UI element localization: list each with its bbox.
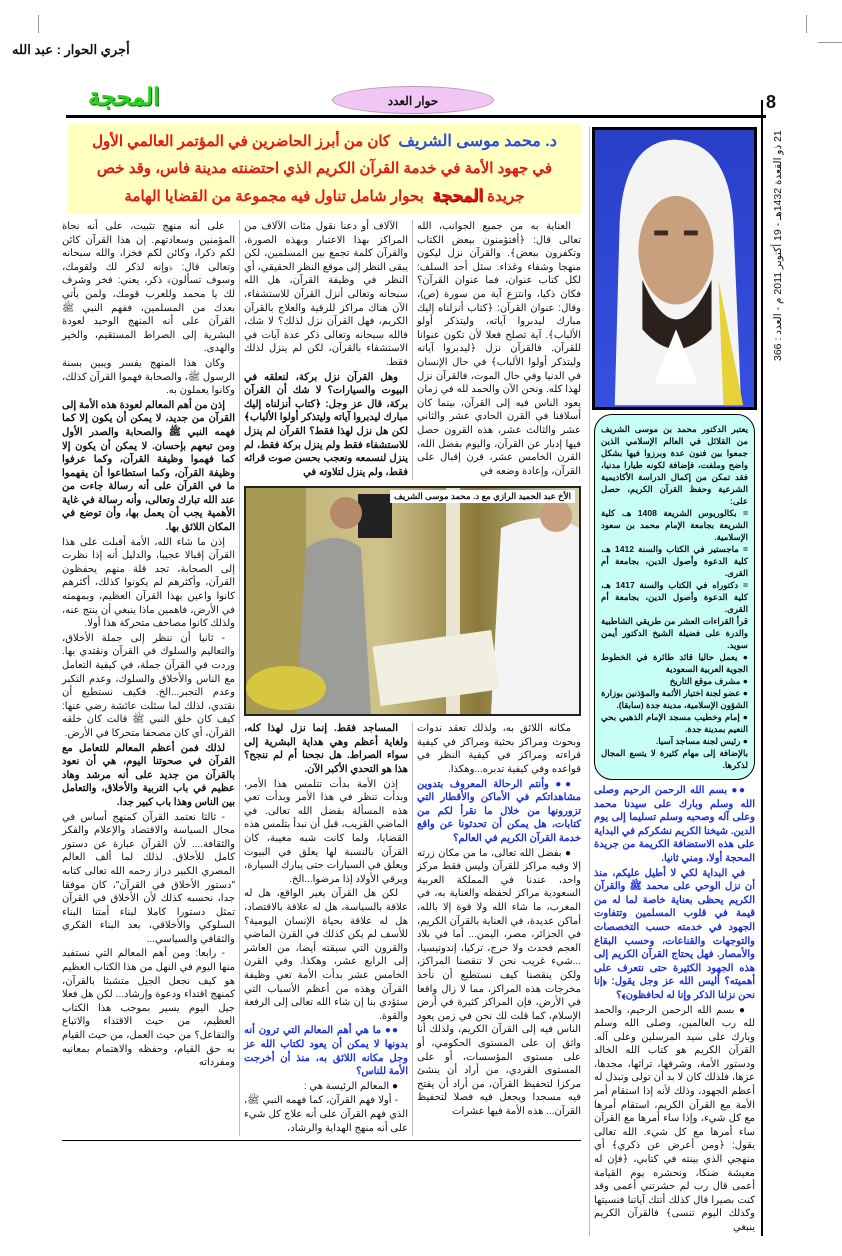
newspaper-name: المحجة	[432, 186, 483, 205]
article-paragraph: العناية به من جميع الجوانب، الله تعالى قال: ﴿أفتؤمنون ببعض الكتاب وتكفرون ببعض﴾. والقرآن نزل ليكون منهجا وشفاء وغذاء. سئل أحد السلف: لكل كتاب عنوان، فما عنوان القرآن؟ فكان ذكيا، وانتزع آية من سورة (ص)، وقال: عنوان القرآن: ﴿كتاب أنزلناه إليك مبارك ليدبروا آياته، وليتذكر أولو الألباب﴾. آية تصلح فعلا لأن تكون عنوانا للقرآن. فالقرآن نزل ﴿ليدبروا آياته وليتذكر أولوا الألباب﴾ في حال الإنسان في الدنيا وفي حال الموت، فالقرآن نزل لهذا كله. ونحن الآن والحمد لله في زمان يعود الناس فيه إلى القرآن، بينما كان أسلافنا في القرن الحادي عشر والثاني عشر والثالث عشر، هذه القرون حصل فيها إدبار عن القرآن، واليوم بفضل الله، القرن الخامس عشر، قرن إقبال على القرآن، وإعادة وضعه في	[417, 221, 581, 477]
sidebar-profile	[589, 127, 757, 1236]
bio-role: ● مشرف موقع التاريخ	[669, 676, 748, 686]
interview-question: ●● وأنتم الرحالة المعروف بتدوين مشاهداتكم في الأماكن والأقطار التي تزورونها من خلال ما نقرأ لكم من كتابات، هل يمكن أن تحدثونا عن واقع خدمة القرآن الكريم في العالم؟	[417, 778, 581, 845]
columns-pair	[244, 220, 581, 480]
article-column	[412, 220, 581, 480]
headline-line-2: في جهود الأمة في خدمة القرآن الكريم الذي احتضنته مدينة فاس، وقد خص	[96, 160, 553, 177]
section-label: حوار العدد	[332, 86, 494, 114]
bio-text: يعتبر الدكتور محمد بن موسى الشريف من القلائل في العالم الإسلامي الذين جمعوا بين فنون عدة وبرزوا فيها بشكل واضح وملفت، فإضافة لكونه طيارا مدنيا، فقد تمكن من إكمال الدراسة الأكاديمية الشرعية وحفظ القرآن الكريم، حصل على:	[601, 424, 748, 506]
interview-question: ●● بسم الله الرحمن الرحيم وصلى الله وسلم وبارك على سيدنا محمد وعلى آله وصحبه وسلم تسليما إلى يوم الدين. شيخنا الكريم نشكركم في البداية على هذه الاستضافة الكريمة من جريدة المحجة أولا، ومني ثانيا.	[594, 785, 755, 864]
article-paragraph: ● المعالم الرئيسة هي :	[303, 1080, 398, 1092]
crop-mark	[818, 42, 842, 43]
article-paragraph: على أنه منهج تثبيت، على أنه نجاة المؤمنين وسعادتهم. إن هذا القرآن كائن لكم ذكرا، وكائن لكم فخرا، والله سبحانه وتعالى قال: ﴿وإنه لذكر لك ولقومك، وسوف تسألون﴾ ذكر، يعني: فخر وشرف لك يا محمد وللعرب قومك، ولمن يأتي بعدك من المسلمين، ففهم النبي ﷺ القرآن على أنه المنهج الوحيد لعودة البشرية إلى الصراط المستقيم، والخير والهدى.	[62, 221, 235, 355]
article-paragraph: إذن الأمة بدأت تتلمس هذا الأمر، وبدأت تنظر في هذا الأمر وبدأت تعي هذه المسألة بفضل الله تعالى. في الماضي القريب، قبل أن نبدأ بتلمس هذه القضايا، ولما كانت شبه مغيبة، كان القرآن بالنسبة لها يعلق في البيوت ويعلق في السيارات حتى يبارك السيارة، ويرقي الأولاد إذا مرضوا...الخ.	[244, 778, 408, 885]
article-column	[592, 784, 757, 1235]
middle-columns	[240, 220, 581, 1136]
article-paragraph: الآلاف أو دعنا نقول مئات الآلاف من المراكز بهذا الاعتبار وبهذه الصورة، والقرآن كلمة تجمع بين المسلمين، لكن يبقى النظر إلى موقع النظر الحقيقي، أي النظر في وظيفة القرآن، هل الله سبحانه وتعالى أنزل القرآن للاستشفاء، الآن هناك مراكز للرقية والعلاج بالقرآن الكريم، فهل القرآن نزل لذلك؟ لا شك، فالله سبحانه وتعالى ذكر عدة آيات في الاستشفاء بالقرآن، لكن لم ينزل لذلك فقط.	[244, 221, 408, 368]
article-paragraph: وكان هذا المنهج يفسر ويبين بسنة الرسول ﷺ، والصحابة فهموا القرآن كذلك، وكانوا يعملون به.	[62, 357, 235, 397]
interviewee-portrait	[592, 127, 757, 410]
article-paragraph: - ثالثا نعتمد القرآن كمنهج أساس في مجال السياسة والاقتصاد والإعلام والفكر والثقافة.... لأن القرآن عبارة عن دستور كامل للأخلاق. لذلك لما ألف العالم المصري الكبير دراز رحمه الله تعالى كتابه "دستور الأخلاق في القرآن"، كان موفقا جدا، نحسبه كذلك لأن الأخلاق في القرآن تمثل دستورا كاملا لبناء أمتنا البناء السلوكي والأخلاقي، بعد البناء الفكري والثقافي والسياسي...	[62, 811, 235, 945]
interview-question: في البداية لكي لا أطيل عليكم، منذ أن نزل الوحي على محمد ﷺ والقرآن الكريم يحظى بعناية خاصة لما له من قيمة في قلوب المسلمين وتتفاوت الجهود في خدمته حسب التخصصات والتوجهات والقناعات، وحسب البقاع والأمصار. فهل يحتاج القرآن الكريم إلى هذه الجهود الكثيرة حتى نتعرف على أهميته؟ أليس الله عز وجل يقول: ﴿إنا نحن نزلنا الذكر وإنا له لحافظون﴾؟	[594, 867, 755, 1001]
article-paragraph: مكانه اللائق به، ولذلك تعقد ندوات وبحوث ومراكز بحثية ومراكز في كيفية قراءته ومراكز في كيفية النظر في قواعده وفي كيفية تدبره...وهكذا.	[417, 723, 581, 776]
headline-text: جريدة	[487, 188, 525, 205]
article-column	[62, 220, 240, 1136]
bio-text: قرأ القراءات العشر من طريقي الشاطبية والدرة على فضيلة الشيخ الدكتور أيمن سويد.	[601, 616, 748, 650]
article-paragraph: إذن من أهم المعالم لعودة هذه الأمة إلى القرآن من جديد، لا يمكن أن يكون إلا كما فهمه النبي ﷺ والصحابة والصدر الأول ومن تبعهم بإحسان. لا يمكن أن يكون إلا كما فهموا وظيفة القرآن، وكما عرفوا وظيفة القرآن، وكما استطاعوا أن يفهموا ما في القرآن على أنه رسالة جاءت من عند الله تبارك وتعالى، وأنه رسالة في غاية الأهمية يجب أن يعمل بها، وأن توضع في المكان اللائق بها.	[62, 399, 235, 534]
headline-line-3	[74, 182, 575, 210]
crop-mark	[38, 15, 39, 33]
article-paragraph: لكن هل القرآن يغير الواقع، هل له علاقة بالسياسة، هل له علاقة بالاقتصاد، هل له علاقة بحياة الإنسان اليومية؟ للأسف لم يكن كذلك في القرن الماضي والقرون التي سبقته أيضا، من العاشر إلى الرابع عشر، وهكذا. وفي القرن الخامس عشر بدأت الأمة تعي وظيفة القرآن وهذه من أعظم الأسباب التي ستؤدي بنا إن شاء الله تعالى إلى الرفعة والقوة.	[244, 888, 408, 1022]
columns-row	[62, 220, 581, 1136]
issue-date: 21 ذو القعدة 1432هـ - 19 أكتوبر 2011 م - العدد : 366	[772, 130, 784, 361]
headline-text: بحوار شامل تناول فيه مجموعة من القضايا الهامة	[124, 188, 424, 205]
interviewer-credit: أجري الحوار : عبد الله	[12, 42, 130, 57]
bio-role: ● عضو لجنة اختيار الأئمة والمؤذنين بوزارة الشؤون الإسلامية، مدينة جدة (سابقا).	[601, 688, 748, 710]
bio-degree: = بكالوريوس الشريعة 1408 هـ، كلية الشريعة بجامعة الإمام محمد بن سعود الإسلامية.	[601, 508, 748, 542]
article-paragraph: - رابعا: ومن أهم المعالم التي نستفيد منها اليوم في النهل من هذا الكتاب العظيم هو كيف نجعل الجيل متشبثا بالقرآن، كمنهج اقتداء ودعوة وإرشاد... لكن هل فعلا جيل اليوم يسير بموجب هذا الكتاب العظيم، من حيث الاقتداء والاتباع والتفاعل؟ من حيث العمل، من حيث القيام به حق القيام، وحفظه والاهتمام بمعانيه ومفرداته	[62, 948, 235, 1069]
bio-text: بالإضافة إلى مهام كثيرة لا يتسع المجال لذكرها.	[601, 748, 748, 770]
bio-role: ● إمام وخطيب مسجد الإمام الذهبي بحي النعيم بمدينة جدة.	[601, 712, 748, 734]
margin-rule	[761, 100, 763, 1236]
article-paragraph: ● بفضل الله تعالى، ما من مكان زرته إلا وفيه مراكز للقرآن وليس فقط مركز واحد، عندنا في المملكة العربية السعودية مراكز لحفظه والعناية به، في المغرب، ما شاء الله ولا قوة إلا بالله، أماكن عديدة، في العناية بالقرآن الكريم، في الجزائر، مصر، اليمن... أما في بلاد العجم فحدث ولا حرج، تركيا، إندونيسيا، ...شيء غريب نحن لا تنقصنا المراكز، ولكن ينقصنا كيف نستطيع أن نأخذ مخرجات هذه المراكز، مما لا زال واقعا في الأرض، فإن المراكز كثيرة في أرض الإسلام، كما قلت لك نحن في زمن يعود الناس فيه إلى القرآن الكريم، ولذلك أنا واثق إن على المستوى الحكومي، أو على مستوى المؤسسات، أو على المستوى الفردي، من أراد أن ينشئ مركزا لتحفيظ القرآن، من أراد أن يفتح فيه مسجدا ويجعل فيه فصلا لتحفيظ القرآن... هذه الأمة فيها عشرات	[417, 847, 581, 1117]
article-paragraph: المساجد فقط. إنما نزل لهذا كله، ولغاية أعظم وهي هداية البشرية إلى سواء الصراط. هل نجحنا أم لم ننجح؟ هذا هو التحدي الأكبر الآن.	[244, 723, 408, 776]
page-number: 8	[766, 92, 777, 112]
bio-degree: = دكتوراه في الكتاب والسنة 1417 هـ، كلية الدعوة وأصول الدين، بجامعة أم القرى.	[601, 580, 748, 614]
biography-box	[594, 414, 755, 780]
article-paragraph: وهل القرآن نزل بركة، لنعلقه في البيوت والسيارات؟ لا شك أن القرآن بركة، قال عز وجل: ﴿كتاب أنزلناه إليك مبارك ليدبروا آياته وليتذكر أولوا الألباب﴾ لكن هل نزل لهذا فقط؟ القرآن لم ينزل للاستشفاء فقط ولم ينزل بركة فقط، لم ينزل لنسمعه ونعجب بحسن صوت قرائه فقط، ولم ينزل لتلاوته في	[244, 371, 408, 478]
crop-mark	[806, 15, 807, 33]
interview-question: ●● ما هي أهم المعالم التي ترون أنه بدونها لا يمكن أن يعود لكتاب الله عز وجل مكانه اللائق به، منذ أن أخرجت الأمة للناس؟	[244, 1025, 408, 1078]
columns-pair	[244, 722, 581, 1136]
headline-text: كان من أبرز الحاضرين في المؤتمر العالمي الأول	[92, 133, 391, 150]
article-paragraph: - أولا فهم القرآن، كما فهمه النبي ﷺ، الذي فهم القرآن على أنه علاج كل شيء على أنه منهج الهداية والرشاد،	[244, 1095, 408, 1134]
footer-rule	[62, 1140, 581, 1141]
bio-role: ● يعمل حاليا قائد طائرة في الخطوط الجوية العربية السعودية	[601, 652, 748, 674]
article-paragraph: ● بسم الله الرحمن الرحيم، والحمد لله رب العالمين، وصلى الله وسلم وبارك على سيد المرسلين وعلى آله. القرآن الكريم هو كتاب الله الخالد ودستور الأمة، وشرفها، تراثها، مجدها، عزها، فلذلك كان لا بد أن تولى وتبذل له أعظم الجهود، وذلك لأنه إذا استقام أمر الأمة مع القرآن الكريم، استقام أمرها مع كل شيء، وإذا ساء أمرها مع القرآن ساء أمرها مع كل شيء. الله تعالى يقول: ﴿ومن أعرض عن ذكري﴾ أي منهجي الذي بينته في كتابي، ﴿فإن له معيشة ضنكا، ونحشره يوم القيامة أعمى قال رب لم حشرتني أعمى وقد كنت بصيرا قال كذلك أتتك آياتنا فنسيتها وكذلك اليوم تنسى﴾ فالقرآن الكريم ينبغي	[594, 1004, 755, 1233]
newspaper-logo: المحجة	[88, 84, 160, 111]
interview-photo	[244, 486, 581, 716]
article-paragraph: إذن ما شاء الله، الأمة أقبلت على هذا القرآن إقبالا عجيبا، والدليل أنه إذا نظرت إلى الصحابة، تجد قلة منهم يحفظون القرآن، وأكثرهم لم يكونوا كذلك، أكثرهم كانوا واعين بهذا القرآن العظيم، وبمهمته في الأرض، فاهمين ماذا ينبغي أن ينتج عنه، ولذلك كانوا مصاحف متحركة هذا أولا.	[62, 536, 235, 630]
article-column	[244, 722, 412, 1136]
article-body	[62, 124, 581, 1141]
article-column	[244, 220, 412, 480]
interviewee-name: د. محمد موسى الشريف	[398, 133, 557, 150]
article-paragraph: - ثانيا أن ننظر إلى جملة الأخلاق، والتعاليم والسلوك في القرآن ونقتدي بها. وردت في القرآن جملة، في كيفية التعامل مع الناس والأخلاق والسلوك، وعدم التكبر وعدم التجبر...الخ. فكيف نستطيع أن نقتدي، لذلك لما سئلت عائشة رضي عنها: كيف كان خلق النبي ﷺ قالت كان خلقه القرآن، أي كان مصحفا متحركا في الأرض.	[62, 632, 235, 739]
photo-caption: الأخ عبد الحميد الرازي مع د. محمد موسى الشريف	[390, 490, 575, 503]
header-rule	[66, 115, 766, 118]
bio-degree: = ماجستير في الكتاب والسنة 1412 هـ، كلية الدعوة وأصول الدين، بجامعة أم القرى.	[601, 544, 748, 578]
article-column	[412, 722, 581, 1136]
headline-box	[68, 124, 581, 214]
bio-role: ● رئيس لجنة مساجد آسيا.	[655, 736, 748, 746]
headline-line-1	[74, 128, 575, 155]
article-paragraph: لذلك فمن أعظم المعالم للتعامل مع القرآن في صحوتنا اليوم، هي أن نعود بالقرآن من جديد على أنه مرشد وهاد عظيم في باب التربية والأخلاق، والتعامل بين الناس وهذا باب كبير جدا.	[62, 742, 235, 808]
